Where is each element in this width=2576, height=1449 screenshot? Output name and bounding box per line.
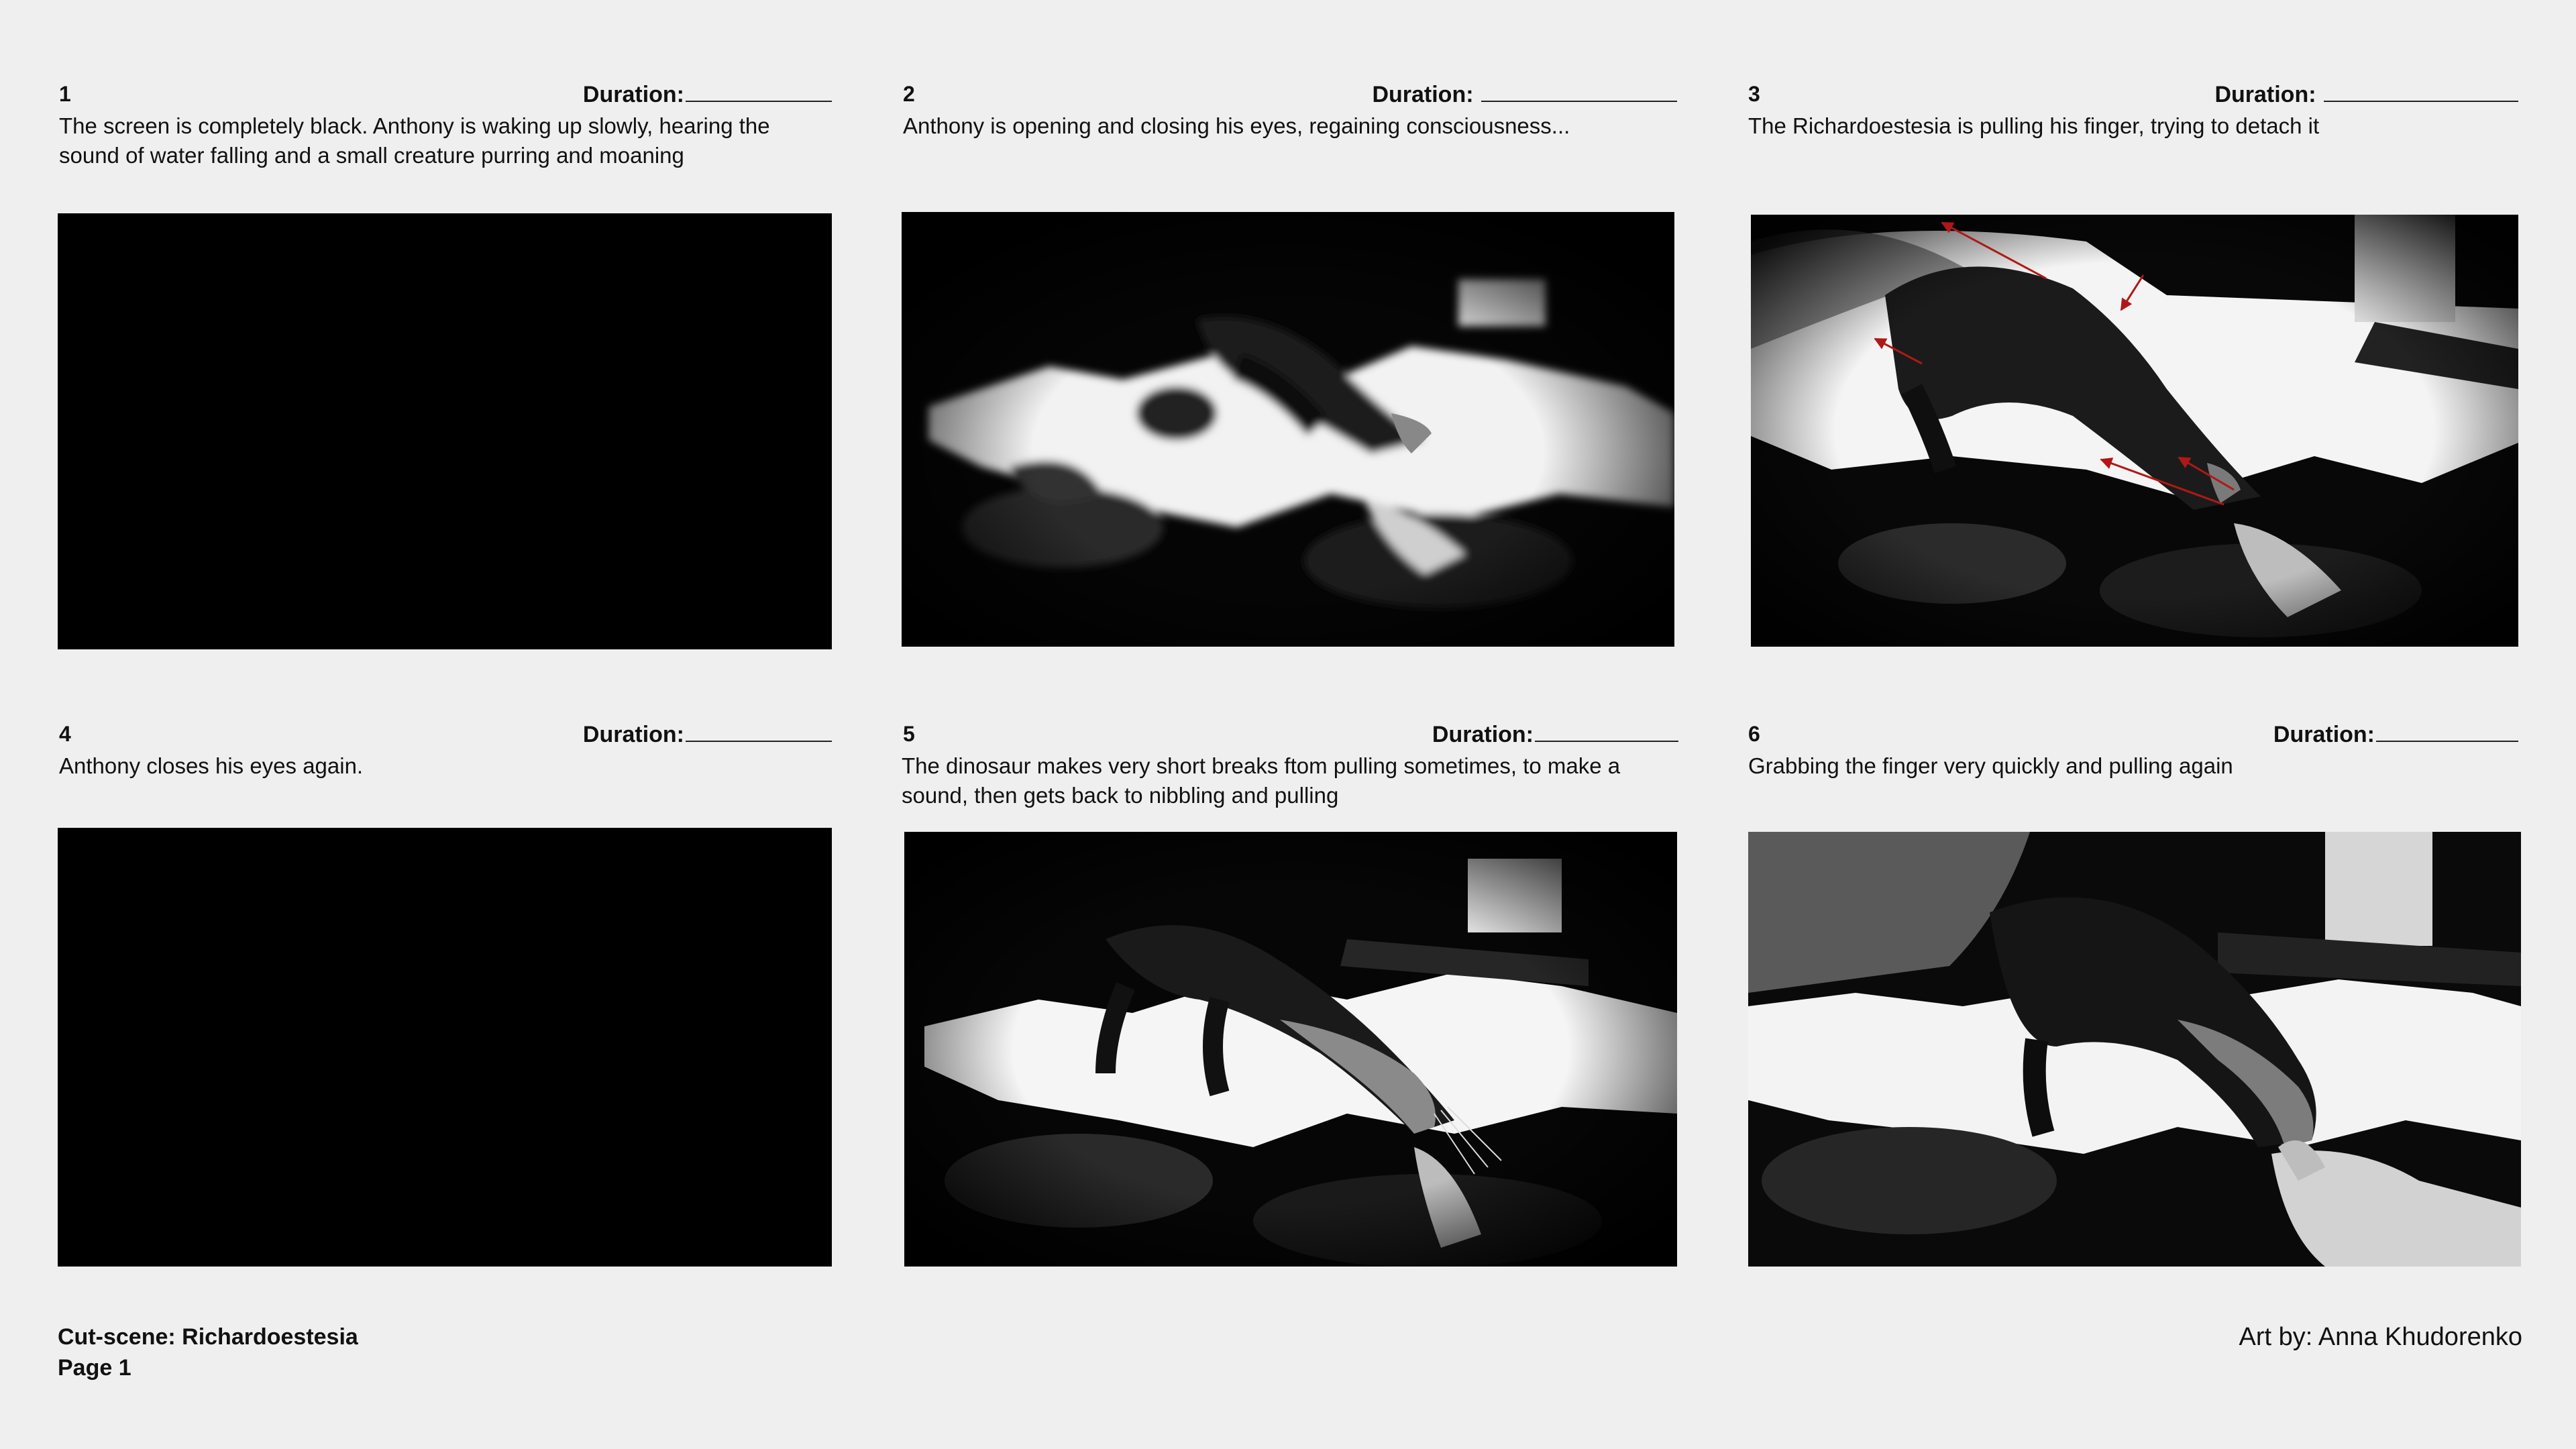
panel-description: The Richardoestesia is pulling his finger, trying to detach it: [1748, 113, 2320, 138]
panel-frame-black: [58, 213, 832, 649]
artist-credit: Art by: Anna Khudorenko: [2239, 1323, 2522, 1351]
panel-frame-hand-grab: [1748, 832, 2521, 1267]
storyboard-panel-2: [902, 79, 1677, 649]
storyboard-panel-4: [58, 719, 832, 1267]
duration-field: Duration:: [583, 720, 832, 748]
panel-description: Anthony closes his eyes again.: [59, 753, 364, 778]
panel-header: [902, 79, 1677, 109]
storyboard-panel-5: [900, 719, 1678, 1268]
scene-illustration: [1748, 832, 2521, 1267]
panel-number: 5: [903, 722, 915, 746]
duration-field: Duration:: [1372, 80, 1677, 108]
duration-field: Duration:: [2273, 720, 2518, 748]
scene-illustration: [904, 832, 1677, 1267]
panel-frame-dinosaur-arrows: [1751, 215, 2518, 647]
panel-description: The dinosaur makes very short breaks ftom pulling sometimes, to make a sound, then gets back to nibbling and pulling: [902, 753, 1621, 808]
panel-number: 3: [1748, 82, 1760, 106]
cutscene-title: Cut-scene: Richardoestesia: [58, 1324, 358, 1350]
panel-number: 2: [903, 82, 915, 106]
panel-frame-dinosaur-closeup: [904, 832, 1677, 1267]
panel-header: [58, 79, 832, 109]
panel-number: 6: [1748, 722, 1760, 746]
panel-description: Grabbing the finger very quickly and pulling again: [1748, 753, 2233, 778]
storyboard-panel-6: [1747, 719, 2518, 1268]
storyboard-panel-3: [1747, 79, 2518, 649]
duration-field: Duration:: [583, 80, 832, 108]
duration-field: Duration:: [2214, 80, 2518, 108]
panel-number: 1: [59, 82, 71, 106]
panel-frame-dinosaur-scene: [902, 212, 1674, 647]
duration-field: Duration:: [1432, 720, 1678, 748]
footer-info: [58, 1322, 358, 1383]
storyboard-panel-1: [58, 79, 832, 649]
panel-header: [1747, 719, 2518, 749]
panel-header: [1747, 79, 2518, 109]
panel-frame-black: [58, 828, 832, 1267]
page-number: Page 1: [58, 1355, 131, 1381]
scene-illustration: [1751, 215, 2518, 647]
panel-number: 4: [59, 722, 71, 746]
panel-description: The screen is completely black. Anthony is waking up slowly, hearing the sound of water falling and a small creature purring and moaning: [59, 113, 770, 168]
scene-illustration: [902, 212, 1674, 647]
panel-description: Anthony is opening and closing his eyes, regaining consciousness...: [903, 113, 1570, 138]
panel-header: [900, 719, 1678, 749]
panel-header: [58, 719, 832, 749]
